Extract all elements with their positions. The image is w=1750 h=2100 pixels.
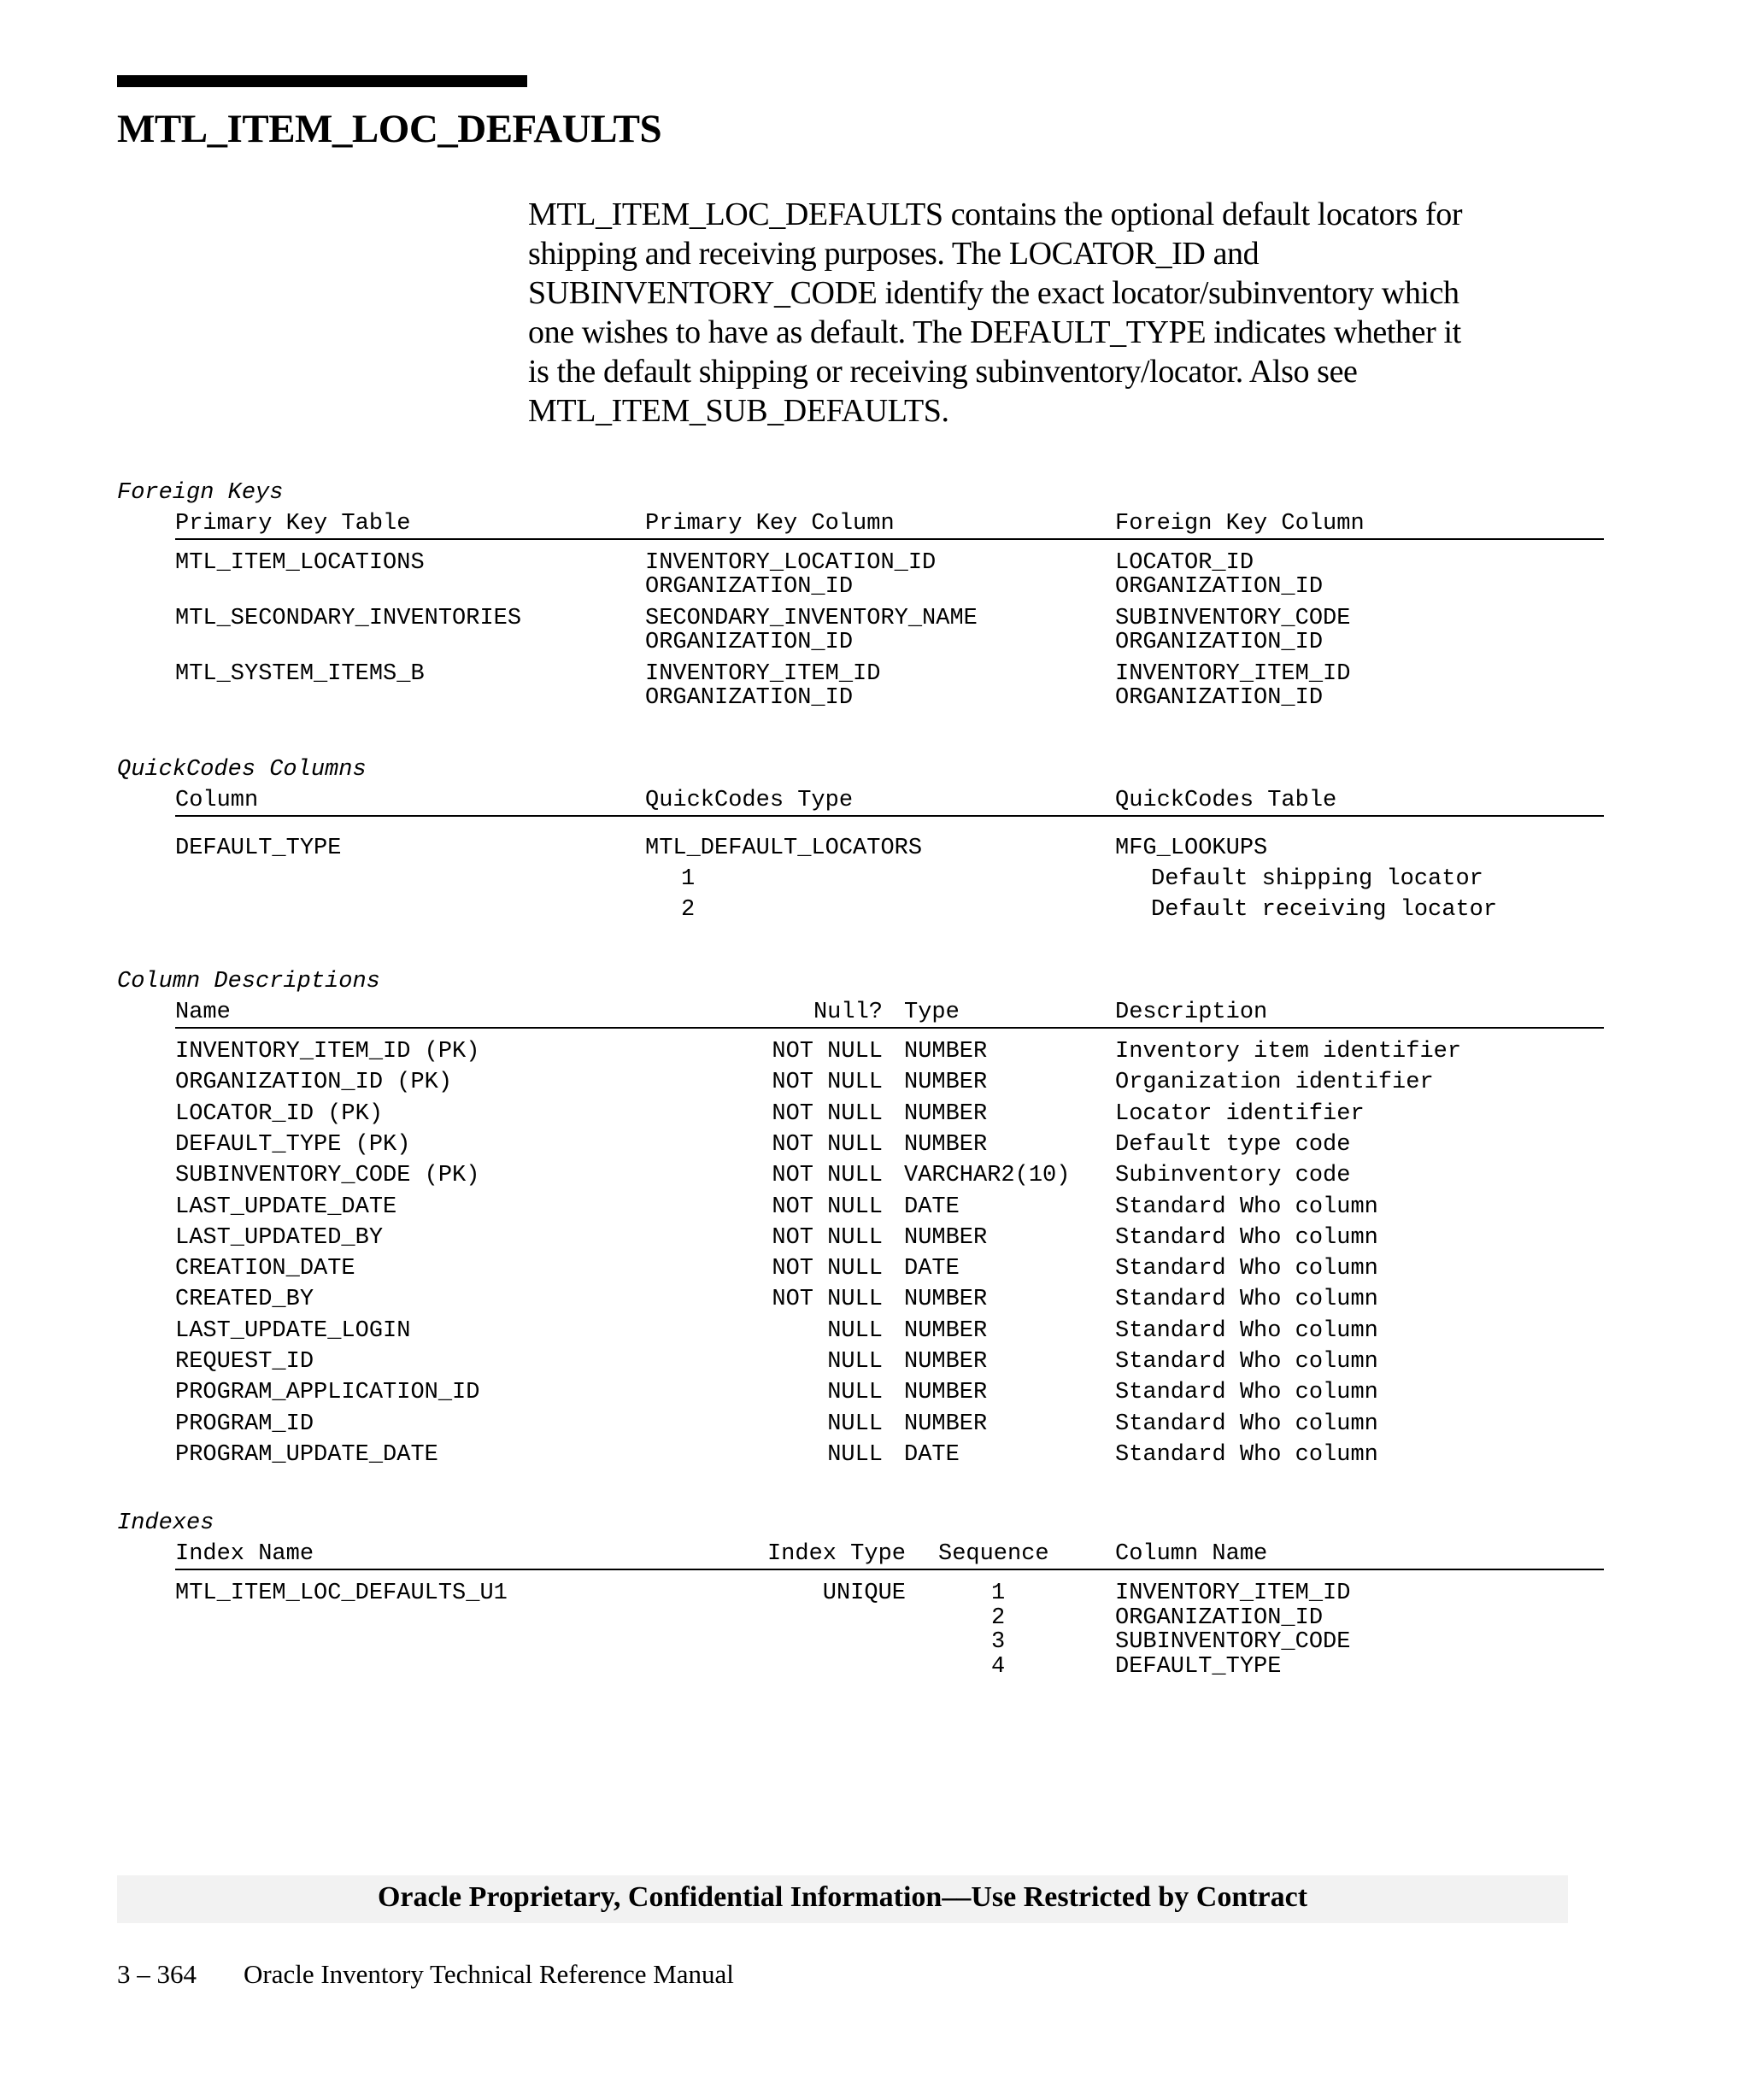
idx-row-sequence: 3	[991, 1629, 1006, 1655]
fk-row-pk-column: ORGANIZATION_ID	[645, 685, 854, 711]
cd-row-null: NULL	[827, 1349, 883, 1375]
cd-row-description: Standard Who column	[1115, 1411, 1378, 1437]
idx-header-rule	[175, 1569, 1604, 1570]
fk-row-pk-column: INVENTORY_LOCATION_ID	[645, 550, 937, 576]
cd-row-description: Standard Who column	[1115, 1225, 1378, 1251]
column-descriptions-heading: Column Descriptions	[117, 969, 380, 994]
idx-type-value: UNIQUE	[822, 1581, 906, 1606]
fk-row-pk-column: ORGANIZATION_ID	[645, 630, 854, 655]
cd-row-type: NUMBER	[904, 1318, 988, 1344]
qc-meaning: Default receiving locator	[1151, 897, 1498, 923]
intro-paragraph	[528, 195, 1639, 431]
fk-header-fk-column: Foreign Key Column	[1115, 511, 1365, 537]
cd-row-description: Standard Who column	[1115, 1349, 1378, 1375]
cd-row-name: LOCATOR_ID (PK)	[175, 1101, 384, 1127]
qc-header-type: QuickCodes Type	[645, 788, 854, 813]
cd-row-description: Subinventory code	[1115, 1163, 1351, 1188]
idx-row-sequence: 2	[991, 1605, 1006, 1631]
cd-row-null: NOT NULL	[772, 1070, 883, 1095]
cd-row-type: NUMBER	[904, 1070, 988, 1095]
cd-row-null: NULL	[827, 1380, 883, 1405]
cd-row-description: Standard Who column	[1115, 1318, 1378, 1344]
qc-header-table: QuickCodes Table	[1115, 788, 1337, 813]
intro-line: one wishes to have as default. The DEFAULT_TYPE indicates whether it	[528, 314, 1461, 350]
cd-row-name: DEFAULT_TYPE (PK)	[175, 1132, 411, 1158]
fk-row-table: MTL_SYSTEM_ITEMS_B	[175, 661, 425, 687]
intro-line: is the default shipping or receiving subinventory/locator. Also see	[528, 354, 1358, 390]
cd-row-type: NUMBER	[904, 1411, 988, 1437]
cd-row-name: LAST_UPDATE_LOGIN	[175, 1318, 411, 1344]
cd-row-name: PROGRAM_APPLICATION_ID	[175, 1380, 480, 1405]
fk-row-pk-column: INVENTORY_ITEM_ID	[645, 661, 881, 687]
cd-row-type: DATE	[904, 1256, 960, 1282]
qc-header-rule	[175, 815, 1604, 817]
cd-row-type: NUMBER	[904, 1349, 988, 1375]
manual-name: Oracle Inventory Technical Reference Manual	[244, 1959, 734, 1989]
page-title: MTL_ITEM_LOC_DEFAULTS	[117, 107, 662, 151]
cd-row-null: NOT NULL	[772, 1225, 883, 1251]
cd-row-description: Default type code	[1115, 1132, 1351, 1158]
cd-header-type: Type	[904, 1000, 960, 1025]
cd-row-type: NUMBER	[904, 1039, 988, 1065]
cd-row-description: Standard Who column	[1115, 1256, 1378, 1282]
cd-row-name: REQUEST_ID	[175, 1349, 314, 1375]
qc-code: 1	[681, 866, 696, 892]
idx-row-sequence: 4	[991, 1654, 1006, 1680]
cd-row-null: NOT NULL	[772, 1132, 883, 1158]
fk-row-pk-column: ORGANIZATION_ID	[645, 574, 854, 600]
qc-header-column: Column	[175, 788, 259, 813]
qc-meaning: Default shipping locator	[1151, 866, 1483, 892]
qc-type-value: MTL_DEFAULT_LOCATORS	[645, 836, 923, 861]
confidential-notice: Oracle Proprietary, Confidential Information––Use Restricted by Contract	[377, 1881, 1308, 1913]
foreign-keys-heading: Foreign Keys	[117, 480, 284, 506]
cd-row-name: SUBINVENTORY_CODE (PK)	[175, 1163, 480, 1188]
fk-header-rule	[175, 538, 1604, 540]
fk-row-pk-column: SECONDARY_INVENTORY_NAME	[645, 606, 978, 631]
cd-row-name: CREATION_DATE	[175, 1256, 355, 1282]
idx-header-column: Column Name	[1115, 1541, 1268, 1567]
cd-row-name: PROGRAM_ID	[175, 1411, 314, 1437]
fk-row-table: MTL_SECONDARY_INVENTORIES	[175, 606, 522, 631]
intro-line: shipping and receiving purposes. The LOCATOR_ID and	[528, 236, 1260, 272]
fk-row-fk-column: SUBINVENTORY_CODE	[1115, 606, 1351, 631]
page-number: 3 – 364	[117, 1959, 197, 1989]
cd-row-name: PROGRAM_UPDATE_DATE	[175, 1442, 438, 1468]
idx-row-column: ORGANIZATION_ID	[1115, 1605, 1324, 1631]
cd-row-type: NUMBER	[904, 1132, 988, 1158]
cd-row-description: Standard Who column	[1115, 1442, 1378, 1468]
cd-row-null: NOT NULL	[772, 1101, 883, 1127]
cd-row-null: NOT NULL	[772, 1287, 883, 1312]
idx-header-sequence: Sequence	[938, 1541, 1049, 1567]
cd-row-type: DATE	[904, 1194, 960, 1220]
idx-header-type: Index Type	[766, 1541, 906, 1567]
idx-row-column: SUBINVENTORY_CODE	[1115, 1629, 1351, 1655]
idx-row-column: INVENTORY_ITEM_ID	[1115, 1581, 1351, 1606]
cd-row-null: NULL	[827, 1318, 883, 1344]
cd-row-type: NUMBER	[904, 1380, 988, 1405]
fk-header-pk-column: Primary Key Column	[645, 511, 895, 537]
cd-row-null: NOT NULL	[772, 1256, 883, 1282]
cd-row-name: LAST_UPDATED_BY	[175, 1225, 384, 1251]
cd-row-description: Standard Who column	[1115, 1287, 1378, 1312]
indexes-heading: Indexes	[117, 1510, 214, 1536]
cd-row-name: INVENTORY_ITEM_ID (PK)	[175, 1039, 480, 1065]
cd-row-description: Inventory item identifier	[1115, 1039, 1462, 1065]
intro-line: MTL_ITEM_SUB_DEFAULTS.	[528, 393, 949, 429]
cd-row-type: VARCHAR2(10)	[904, 1163, 1071, 1188]
cd-row-type: DATE	[904, 1442, 960, 1468]
cd-header-null: Null?	[813, 1000, 883, 1025]
cd-row-description: Standard Who column	[1115, 1380, 1378, 1405]
quickcodes-heading: QuickCodes Columns	[117, 757, 367, 783]
fk-row-table: MTL_ITEM_LOCATIONS	[175, 550, 425, 576]
idx-name-value: MTL_ITEM_LOC_DEFAULTS_U1	[175, 1581, 508, 1606]
cd-row-type: NUMBER	[904, 1101, 988, 1127]
cd-row-description: Standard Who column	[1115, 1194, 1378, 1220]
fk-row-fk-column: ORGANIZATION_ID	[1115, 685, 1324, 711]
qc-column-value: DEFAULT_TYPE	[175, 836, 342, 861]
fk-row-fk-column: ORGANIZATION_ID	[1115, 630, 1324, 655]
title-rule-bar	[117, 75, 527, 87]
intro-line: SUBINVENTORY_CODE identify the exact locator/subinventory which	[528, 275, 1459, 311]
cd-row-description: Locator identifier	[1115, 1101, 1365, 1127]
cd-row-name: LAST_UPDATE_DATE	[175, 1194, 397, 1220]
fk-row-fk-column: ORGANIZATION_ID	[1115, 574, 1324, 600]
cd-header-name: Name	[175, 1000, 231, 1025]
cd-row-null: NULL	[827, 1411, 883, 1437]
fk-row-fk-column: INVENTORY_ITEM_ID	[1115, 661, 1351, 687]
cd-row-null: NOT NULL	[772, 1163, 883, 1188]
cd-header-rule	[175, 1027, 1604, 1029]
qc-table-value: MFG_LOOKUPS	[1115, 836, 1268, 861]
cd-row-type: NUMBER	[904, 1225, 988, 1251]
cd-row-null: NOT NULL	[772, 1039, 883, 1065]
idx-row-sequence: 1	[991, 1581, 1006, 1606]
idx-header-name: Index Name	[175, 1541, 314, 1567]
cd-row-description: Organization identifier	[1115, 1070, 1434, 1095]
fk-row-fk-column: LOCATOR_ID	[1115, 550, 1254, 576]
cd-header-description: Description	[1115, 1000, 1268, 1025]
qc-code: 2	[681, 897, 696, 923]
cd-row-null: NOT NULL	[772, 1194, 883, 1220]
intro-line: MTL_ITEM_LOC_DEFAULTS contains the optional default locators for	[528, 197, 1463, 232]
cd-row-name: ORGANIZATION_ID (PK)	[175, 1070, 453, 1095]
cd-row-type: NUMBER	[904, 1287, 988, 1312]
idx-row-column: DEFAULT_TYPE	[1115, 1654, 1282, 1680]
cd-row-name: CREATED_BY	[175, 1287, 314, 1312]
cd-row-null: NULL	[827, 1442, 883, 1468]
fk-header-pk-table: Primary Key Table	[175, 511, 411, 537]
